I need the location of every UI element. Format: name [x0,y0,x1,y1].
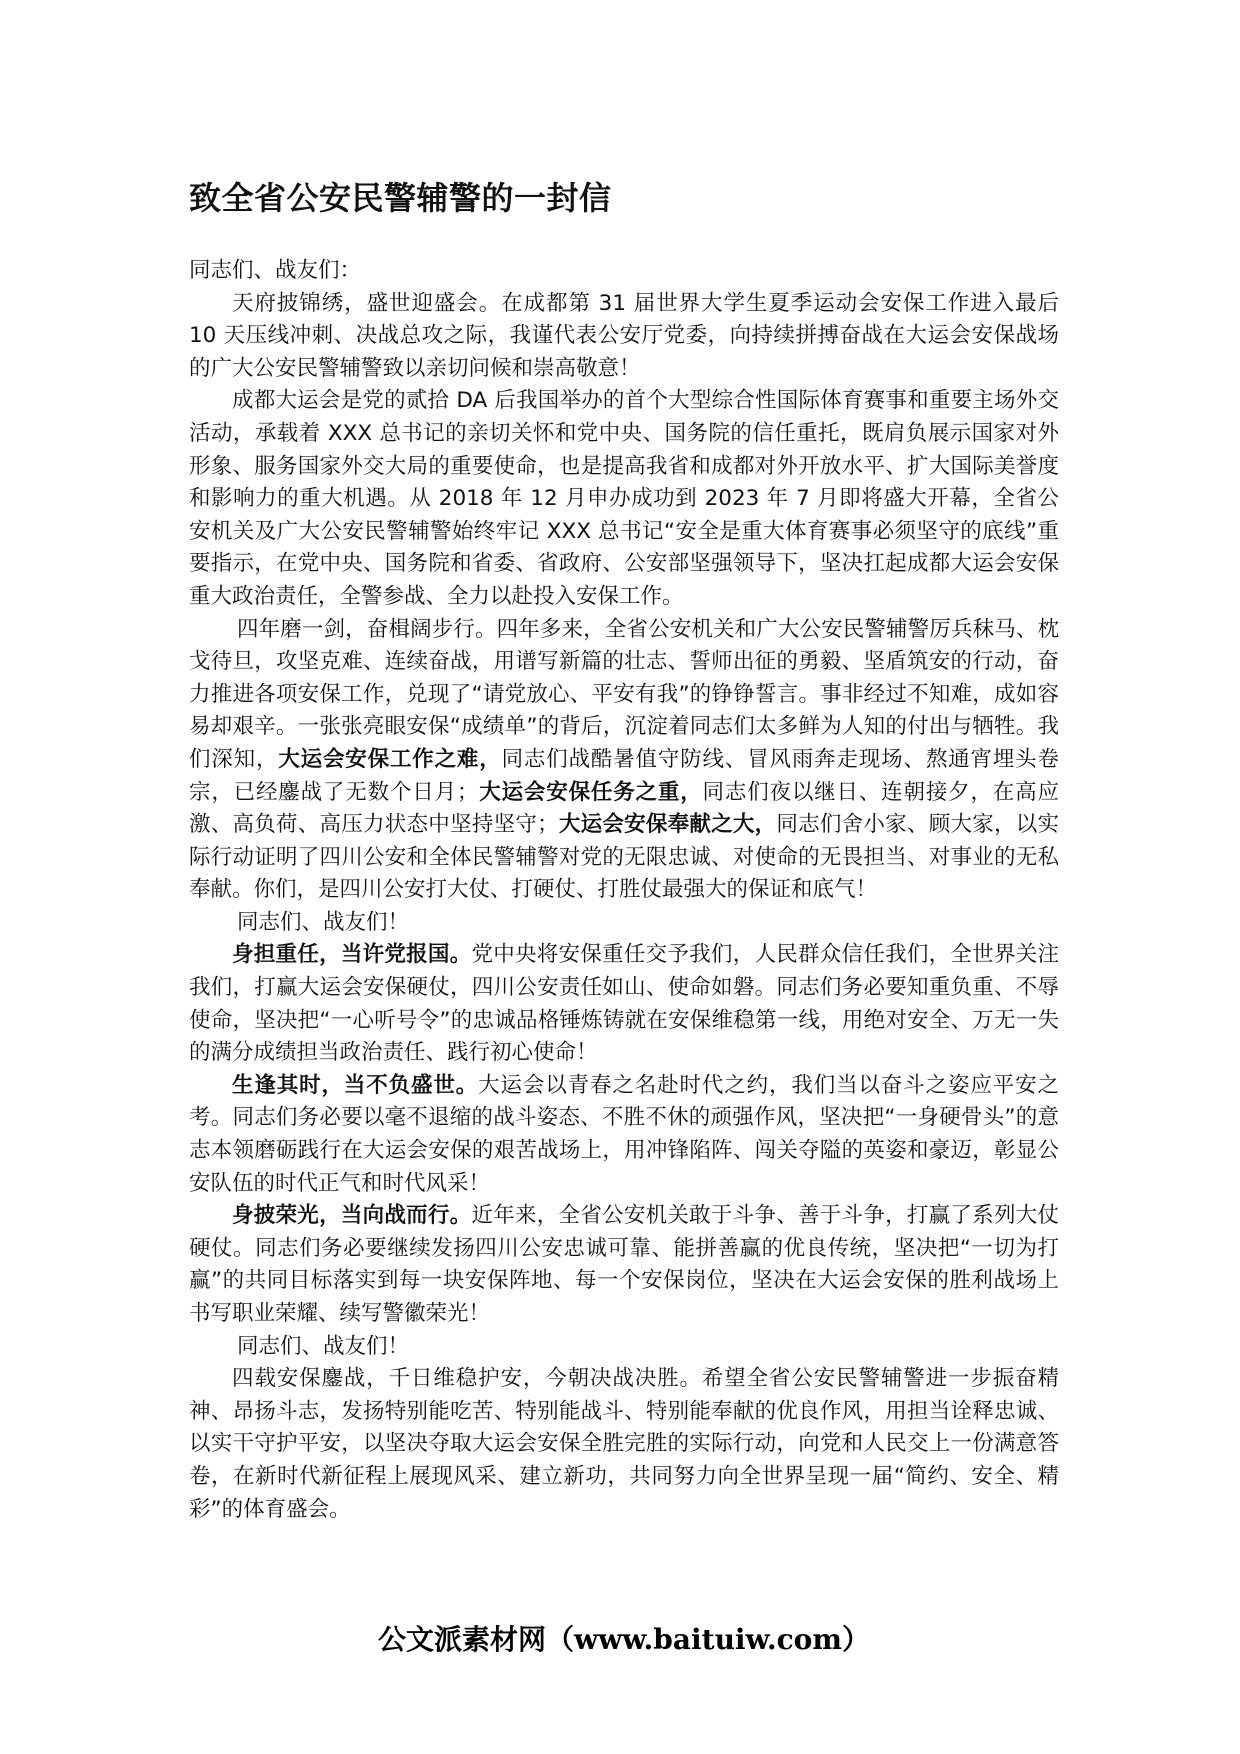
document-title: 致全省公安民警辅警的一封信 [189,179,612,217]
emphasis-dedication: 大运会安保奉献之大， [558,812,777,838]
paragraph-honor [189,1200,1059,1330]
text-era: 大运会以青春之名赴时代之约，我们当以奋斗之姿应平安之考。同志们务必要以毫不退缩的战斗姿态、不胜不休的顽强作风，坚决把“一身硬骨头”的意志本领磨砺践行在大运会安保的艰苦战场上，用冲锋陷阵、闯关夺隘的英姿和豪迈，彰显公安队伍的时代正气和时代风采！ [189,1072,1059,1196]
text-honor: 近年来，全省公安机关敢于斗争、善于斗争，打赢了系列大仗硬仗。同志们务必要继续发扬四川公安忠诚可靠、能拼善赢的优良传统，坚决把“一切为打赢”的共同目标落实到每一块安保阵地、每一个安保岗位，坚决在大运会安保的胜利战场上书写职业荣耀、续写警徽荣光！ [189,1203,1059,1326]
salutation: 同志们、战友们： [189,258,362,283]
footer-watermark: 公文派素材网（www.baituiw.com） [378,1623,870,1656]
paragraph-four-years-text-a: 四年磨一剑，奋楫阔步行。四年多来，全省公安机关和广大公安民警辅警厉兵秣马、枕戈待旦，攻坚克难、连续奋战，用谱写新篇的壮志、誓师出征的勇毅、坚盾筑安的行动，奋力推进各项安保工作，兑现了“请党放心、平安有我”的铮铮誓言。事非经过不知难，成如容易却艰辛。一张张亮眼安保“成绩单”的背后，沉淀着同志们太多鲜为人知的付出与牺牲。我们深知， [189,616,1059,772]
text-responsibility: 党中央将安保重任交予我们，人民群众信任我们，全世界关注我们，打赢大运会安保硬仗，四川公安责任如山、使命如磐。同志们务必要知重负重、不辱使命，坚决把“一心听号令”的忠诚品格锤炼铸就在安保维稳第一线，用绝对安全、万无一失的满分成绩担当政治责任、践行初心使命！ [189,942,1059,1066]
document-page [189,0,1059,1754]
paragraph-four-years-text-c: 同志们夜以继日、连朝接夕，在高应激、高负荷、高压力状态中坚持坚守； [189,779,1059,838]
paragraph-background: 成都大运会是党的贰拾 DA 后我国举办的首个大型综合性国际体育赛事和重要主场外交活动，承载着 XXX 总书记的亲切关怀和党中央、国务院的信任重托，既肩负展示国家对外形象、服务国家外交大局的重要使命，也是提高我省和成都对外开放水平、扩大国际美誉度和影响力的重大机遇。从 2018 年 12 月申办成功到 2023 年 7 月即将盛大开幕，全省公安机关及广大公安民警辅警始终牢记 XXX 总书记“安全是重大体育赛事必须坚守的底线”重要指示，在党中央、国务院和省委、省政府、公安部坚强领导下，坚决扛起成都大运会安保重大政治责任，全警参战、全力以赴投入安保工作。 [189,388,1059,609]
paragraph-four-years-text-d: 同志们舍小家、顾大家，以实际行动证明了四川公安和全体民警辅警对党的无限忠诚、对使命的无畏担当、对事业的无私奉献。你们，是四川公安打大仗、打硬仗、打胜仗最强大的保证和底气！ [189,812,1059,903]
emphasis-difficulty: 大运会安保工作之难， [278,746,502,772]
paragraph-era [189,1070,1059,1200]
callout-comrades-1: 同志们、战友们！ [237,909,410,935]
paragraph-closing: 四载安保鏖战，千日维稳护安，今朝决战决胜。希望全省公安民警辅警进一步振奋精神、昂扬斗志，发扬特别能吃苦、特别能战斗、特别能奉献的优良作风，用担当诠释忠诚、以实干守护平安，以坚决夺取大运会安保全胜完胜的实际行动，向党和人民交上一份满意答卷，在新时代新征程上展现风采、建立新功，共同努力向全世界呈现一届“简约、安全、精彩”的体育盛会。 [189,1366,1059,1522]
letter-body [189,255,1059,1526]
lead-era: 生逢其时，当不负盛世。 [232,1072,479,1098]
lead-responsibility: 身担重任，当许党报国。 [232,942,472,968]
callout-comrades-2: 同志们、战友们！ [237,1333,410,1359]
lead-honor: 身披荣光，当向战而行。 [232,1203,472,1229]
paragraph-four-years-text-b: 同志们战酷暑值守防线、冒风雨奔走现场、熬通宵埋头卷宗，已经鏖战了无数个日月； [189,746,1059,805]
paragraph-four-years [189,614,1059,907]
paragraph-opening: 天府披锦绣，盛世迎盛会。在成都第 31 届世界大学生夏季运动会安保工作进入最后 10 天压线冲刺、决战总攻之际，我谨代表公安厅党委，向持续拼搏奋战在大运会安保战场的广大公安民警辅警致以亲切问候和崇高敬意！ [189,290,1059,381]
emphasis-weight: 大运会安保任务之重， [478,779,703,805]
paragraph-responsibility [189,939,1059,1069]
